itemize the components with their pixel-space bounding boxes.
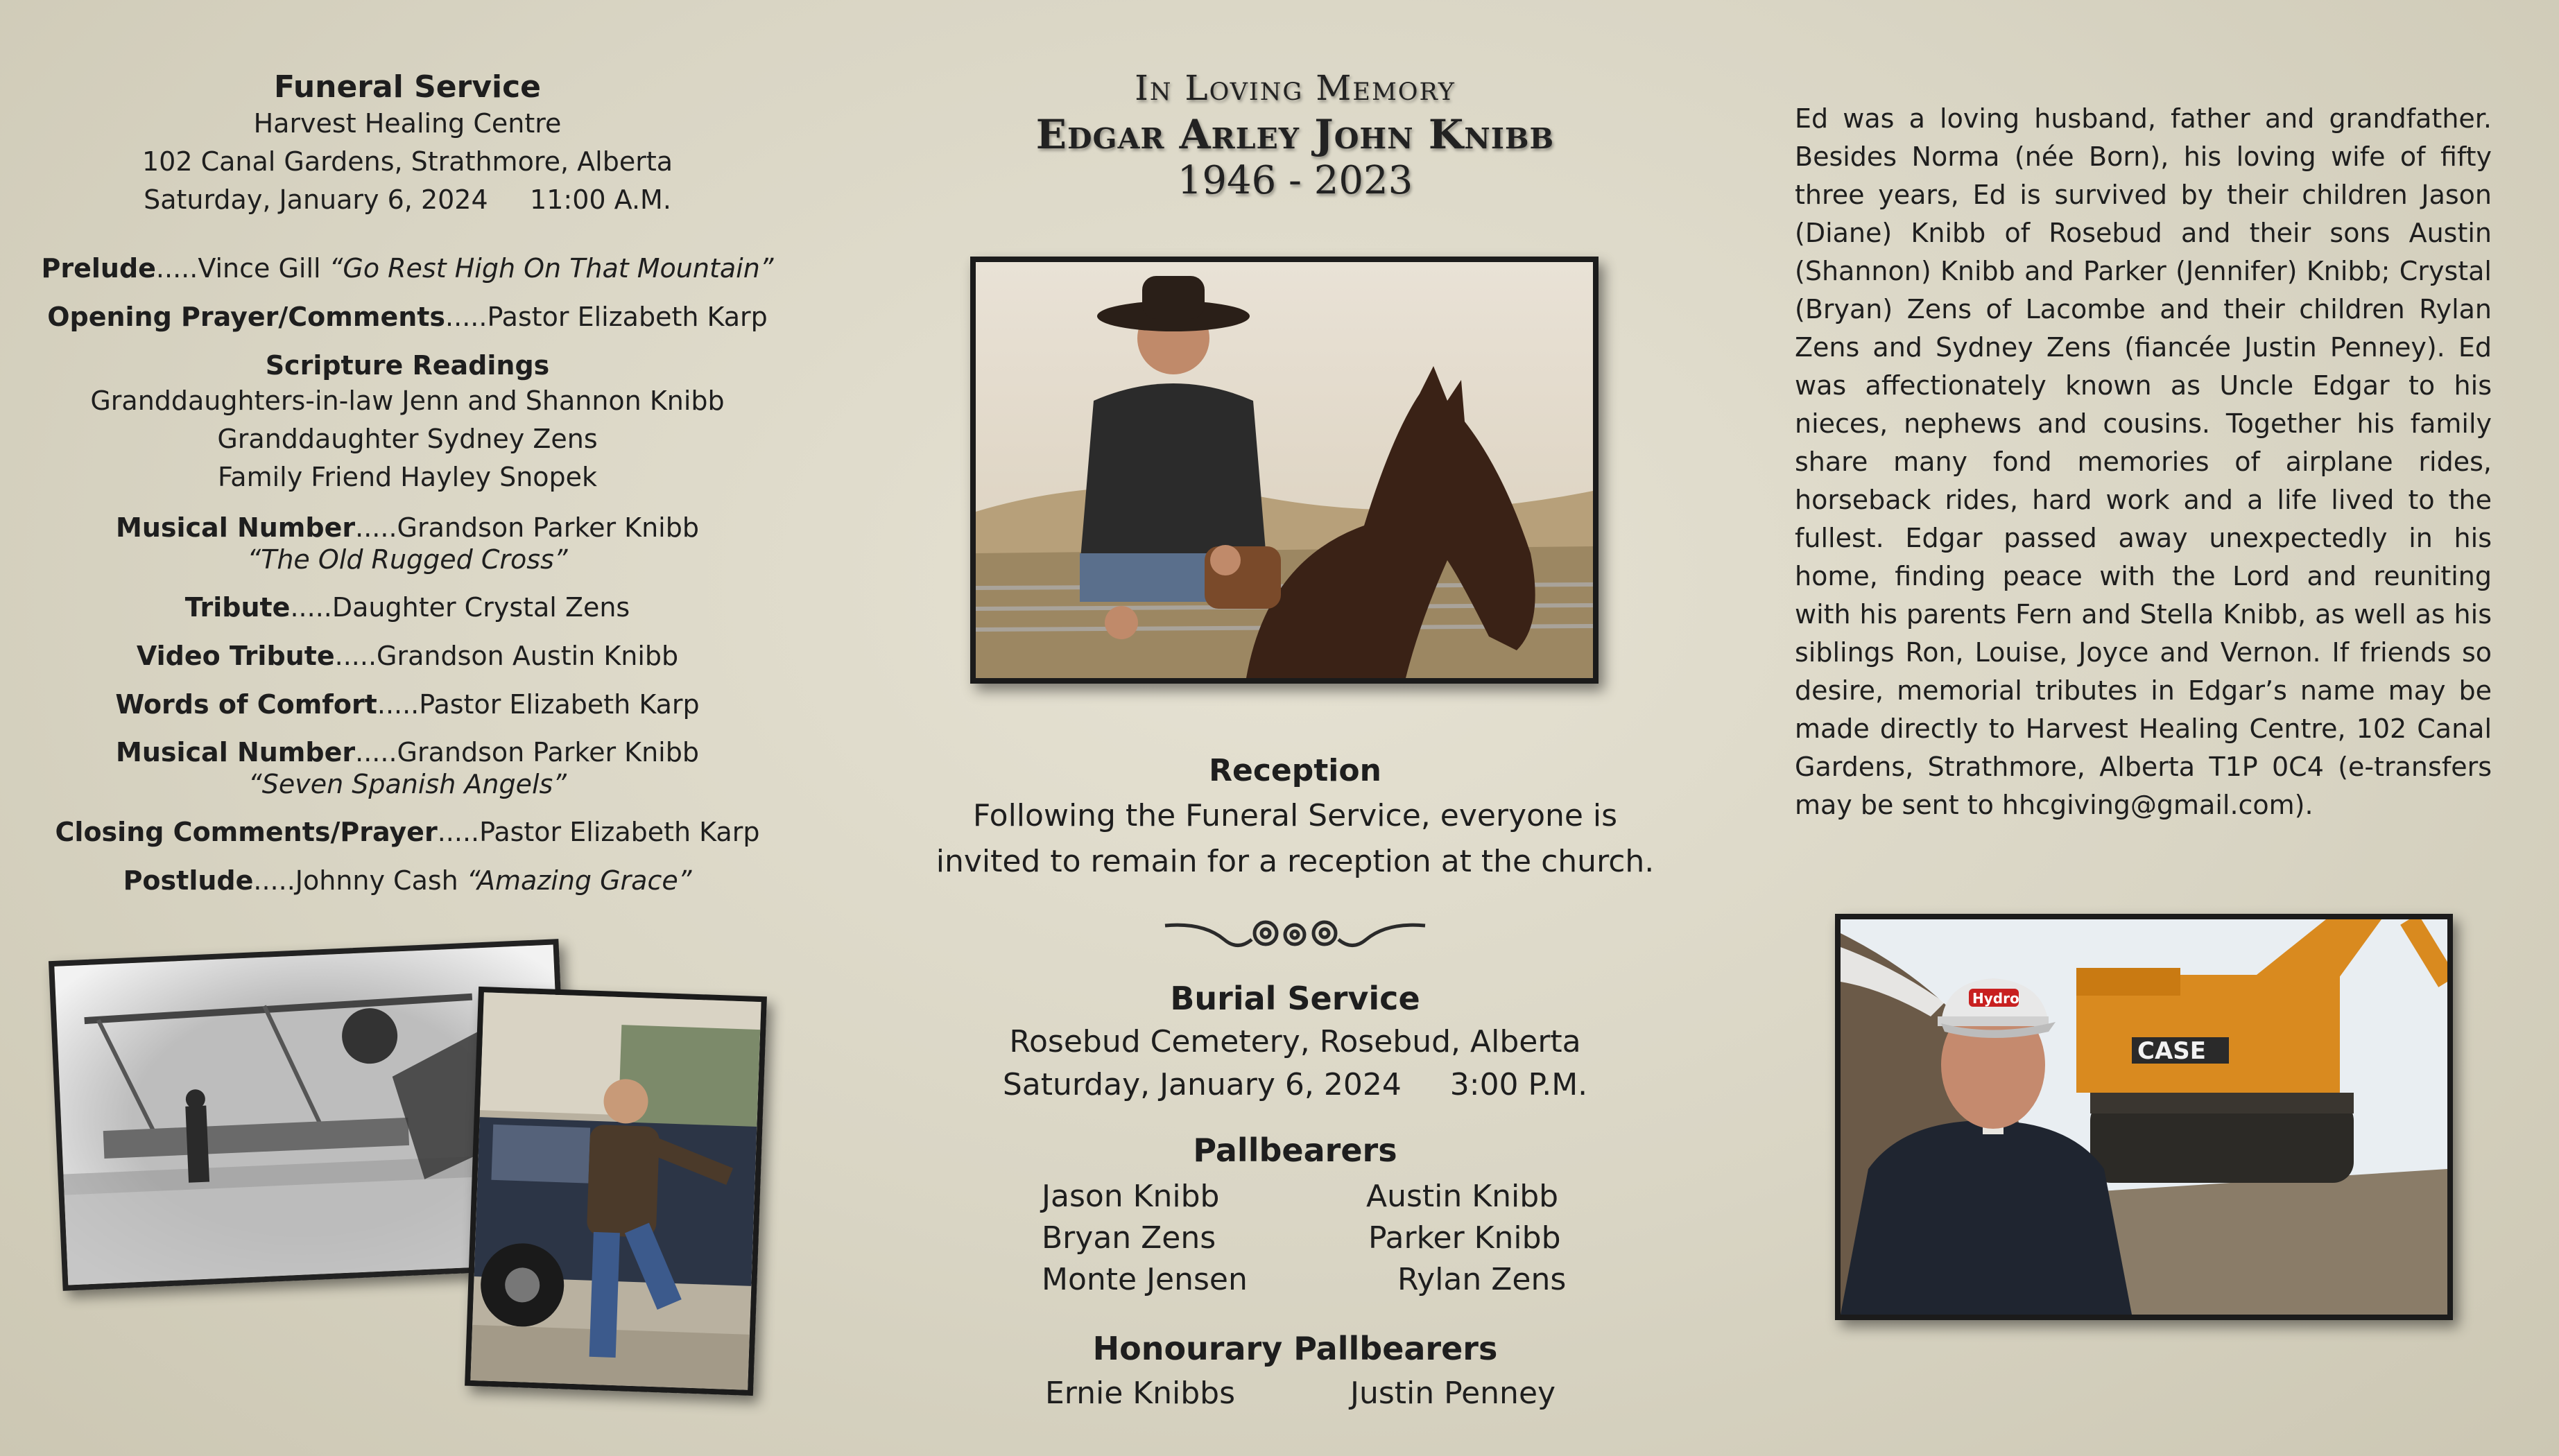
honourary-pallbearers-heading: Honourary Pallbearers <box>1092 1330 1498 1367</box>
program-item-video: Video Tribute.....Grandson Austin Knibb <box>136 641 679 671</box>
deceased-name: Edgar Arley John Knibb <box>1035 111 1555 158</box>
scripture-heading: Scripture Readings <box>265 350 550 381</box>
reception-line-2: invited to remain for a reception at the church. <box>936 844 1655 879</box>
honourary-pallbearer: Ernie Knibbs <box>1045 1376 1236 1411</box>
pallbearer: Rylan Zens <box>1397 1262 1567 1297</box>
program-item-musical-1: Musical Number.....Grandson Parker Knibb <box>116 512 699 543</box>
cap-logo-text: Hydro <box>1972 990 2019 1007</box>
scripture-reader-2: Granddaughter Sydney Zens <box>217 424 598 454</box>
honourary-pallbearer: Justin Penney <box>1350 1376 1556 1411</box>
excavator-portrait-photo <box>1835 914 2453 1320</box>
pallbearer: Jason Knibb <box>1042 1179 1220 1214</box>
pallbearer: Monte Jensen <box>1042 1262 1248 1297</box>
young-man-truck-photo <box>465 987 767 1396</box>
program-item-musical-2: Musical Number.....Grandson Parker Knibb <box>116 737 699 768</box>
musical-1-song: “The Old Rugged Cross” <box>247 544 568 575</box>
burial-datetime: Saturday, January 6, 2024 3:00 P.M. <box>1002 1067 1588 1102</box>
program-item-opening: Opening Prayer/Comments.....Pastor Elizabeth Karp <box>47 302 768 332</box>
order-of-service <box>28 252 787 897</box>
funeral-address: 102 Canal Gardens, Strathmore, Alberta <box>141 146 673 177</box>
scripture-reader-3: Family Friend Hayley Snopek <box>217 462 598 492</box>
scripture-reader-1: Granddaughters-in-law Jenn and Shannon Knibb <box>90 385 725 416</box>
obituary-text: Ed was a loving husband, father and grandfather. Besides Norma (née Born), his loving wife of fifty three years, Ed is survived by their children Jason (Diane) Knibb of Rosebud and their sons Austin (Shannon) Knibb and Parker (Jennifer) Knibb; Crystal (Bryan) Zens of Lacombe and their children Rylan Zens and Sydney Zens (fiancée Justin Penney). Ed was affectionately known as Uncle Edgar to his nieces, nephews and cousins. Together his family share many fond memories of airplane rides, horseback rides, hard work and a life lived to the fullest. Edgar passed away unexpectedly in his home, finding peace with the Lord and reuniting with his parents Fern and Stella Knibb, as well as his siblings Ron, Louise, Joyce and Vernon. If friends so desire, memorial tributes in Edgar’s name may be made directly to Harvest Healing Centre, 102 Canal Gardens, Strathmore, Alberta T1P 0C4 (e-transfers may be sent to hhcgiving@gmail.com). <box>1795 103 2492 820</box>
program-item-tribute: Tribute.....Daughter Crystal Zens <box>184 592 630 623</box>
program-item-comfort: Words of Comfort.....Pastor Elizabeth Karp <box>115 689 700 720</box>
funeral-service-heading: Funeral Service <box>273 69 542 105</box>
program-item-prelude: Prelude.....Vince Gill “Go Rest High On That Mountain” <box>41 253 774 284</box>
burial-heading: Burial Service <box>1170 980 1420 1017</box>
in-loving-memory-heading: In Loving Memory <box>1135 68 1456 108</box>
funeral-datetime: Saturday, January 6, 2024 11:00 A.M. <box>144 184 671 215</box>
svg-text:CASE: CASE <box>2137 1037 2206 1065</box>
program-item-closing: Closing Comments/Prayer.....Pastor Elizabeth Karp <box>55 817 760 847</box>
pallbearer: Austin Knibb <box>1366 1179 1559 1214</box>
memorial-center-panel <box>926 0 1664 1456</box>
funeral-venue: Harvest Healing Centre <box>253 108 562 139</box>
life-years: 1946 - 2023 <box>1177 158 1413 203</box>
musical-2-song: “Seven Spanish Angels” <box>248 769 567 799</box>
pallbearers-heading: Pallbearers <box>1193 1132 1397 1169</box>
pallbearer: Bryan Zens <box>1042 1220 1216 1256</box>
burial-place: Rosebud Cemetery, Rosebud, Alberta <box>1009 1024 1581 1059</box>
reception-heading: Reception <box>1209 753 1381 788</box>
cowboy-horse-photo <box>970 257 1599 684</box>
reception-line-1: Following the Funeral Service, everyone is <box>972 798 1618 833</box>
obituary-panel <box>1775 0 2552 1456</box>
ornament-divider <box>1162 908 1429 957</box>
program-item-postlude: Postlude.....Johnny Cash “Amazing Grace” <box>123 865 692 896</box>
pallbearer: Parker Knibb <box>1368 1220 1561 1256</box>
